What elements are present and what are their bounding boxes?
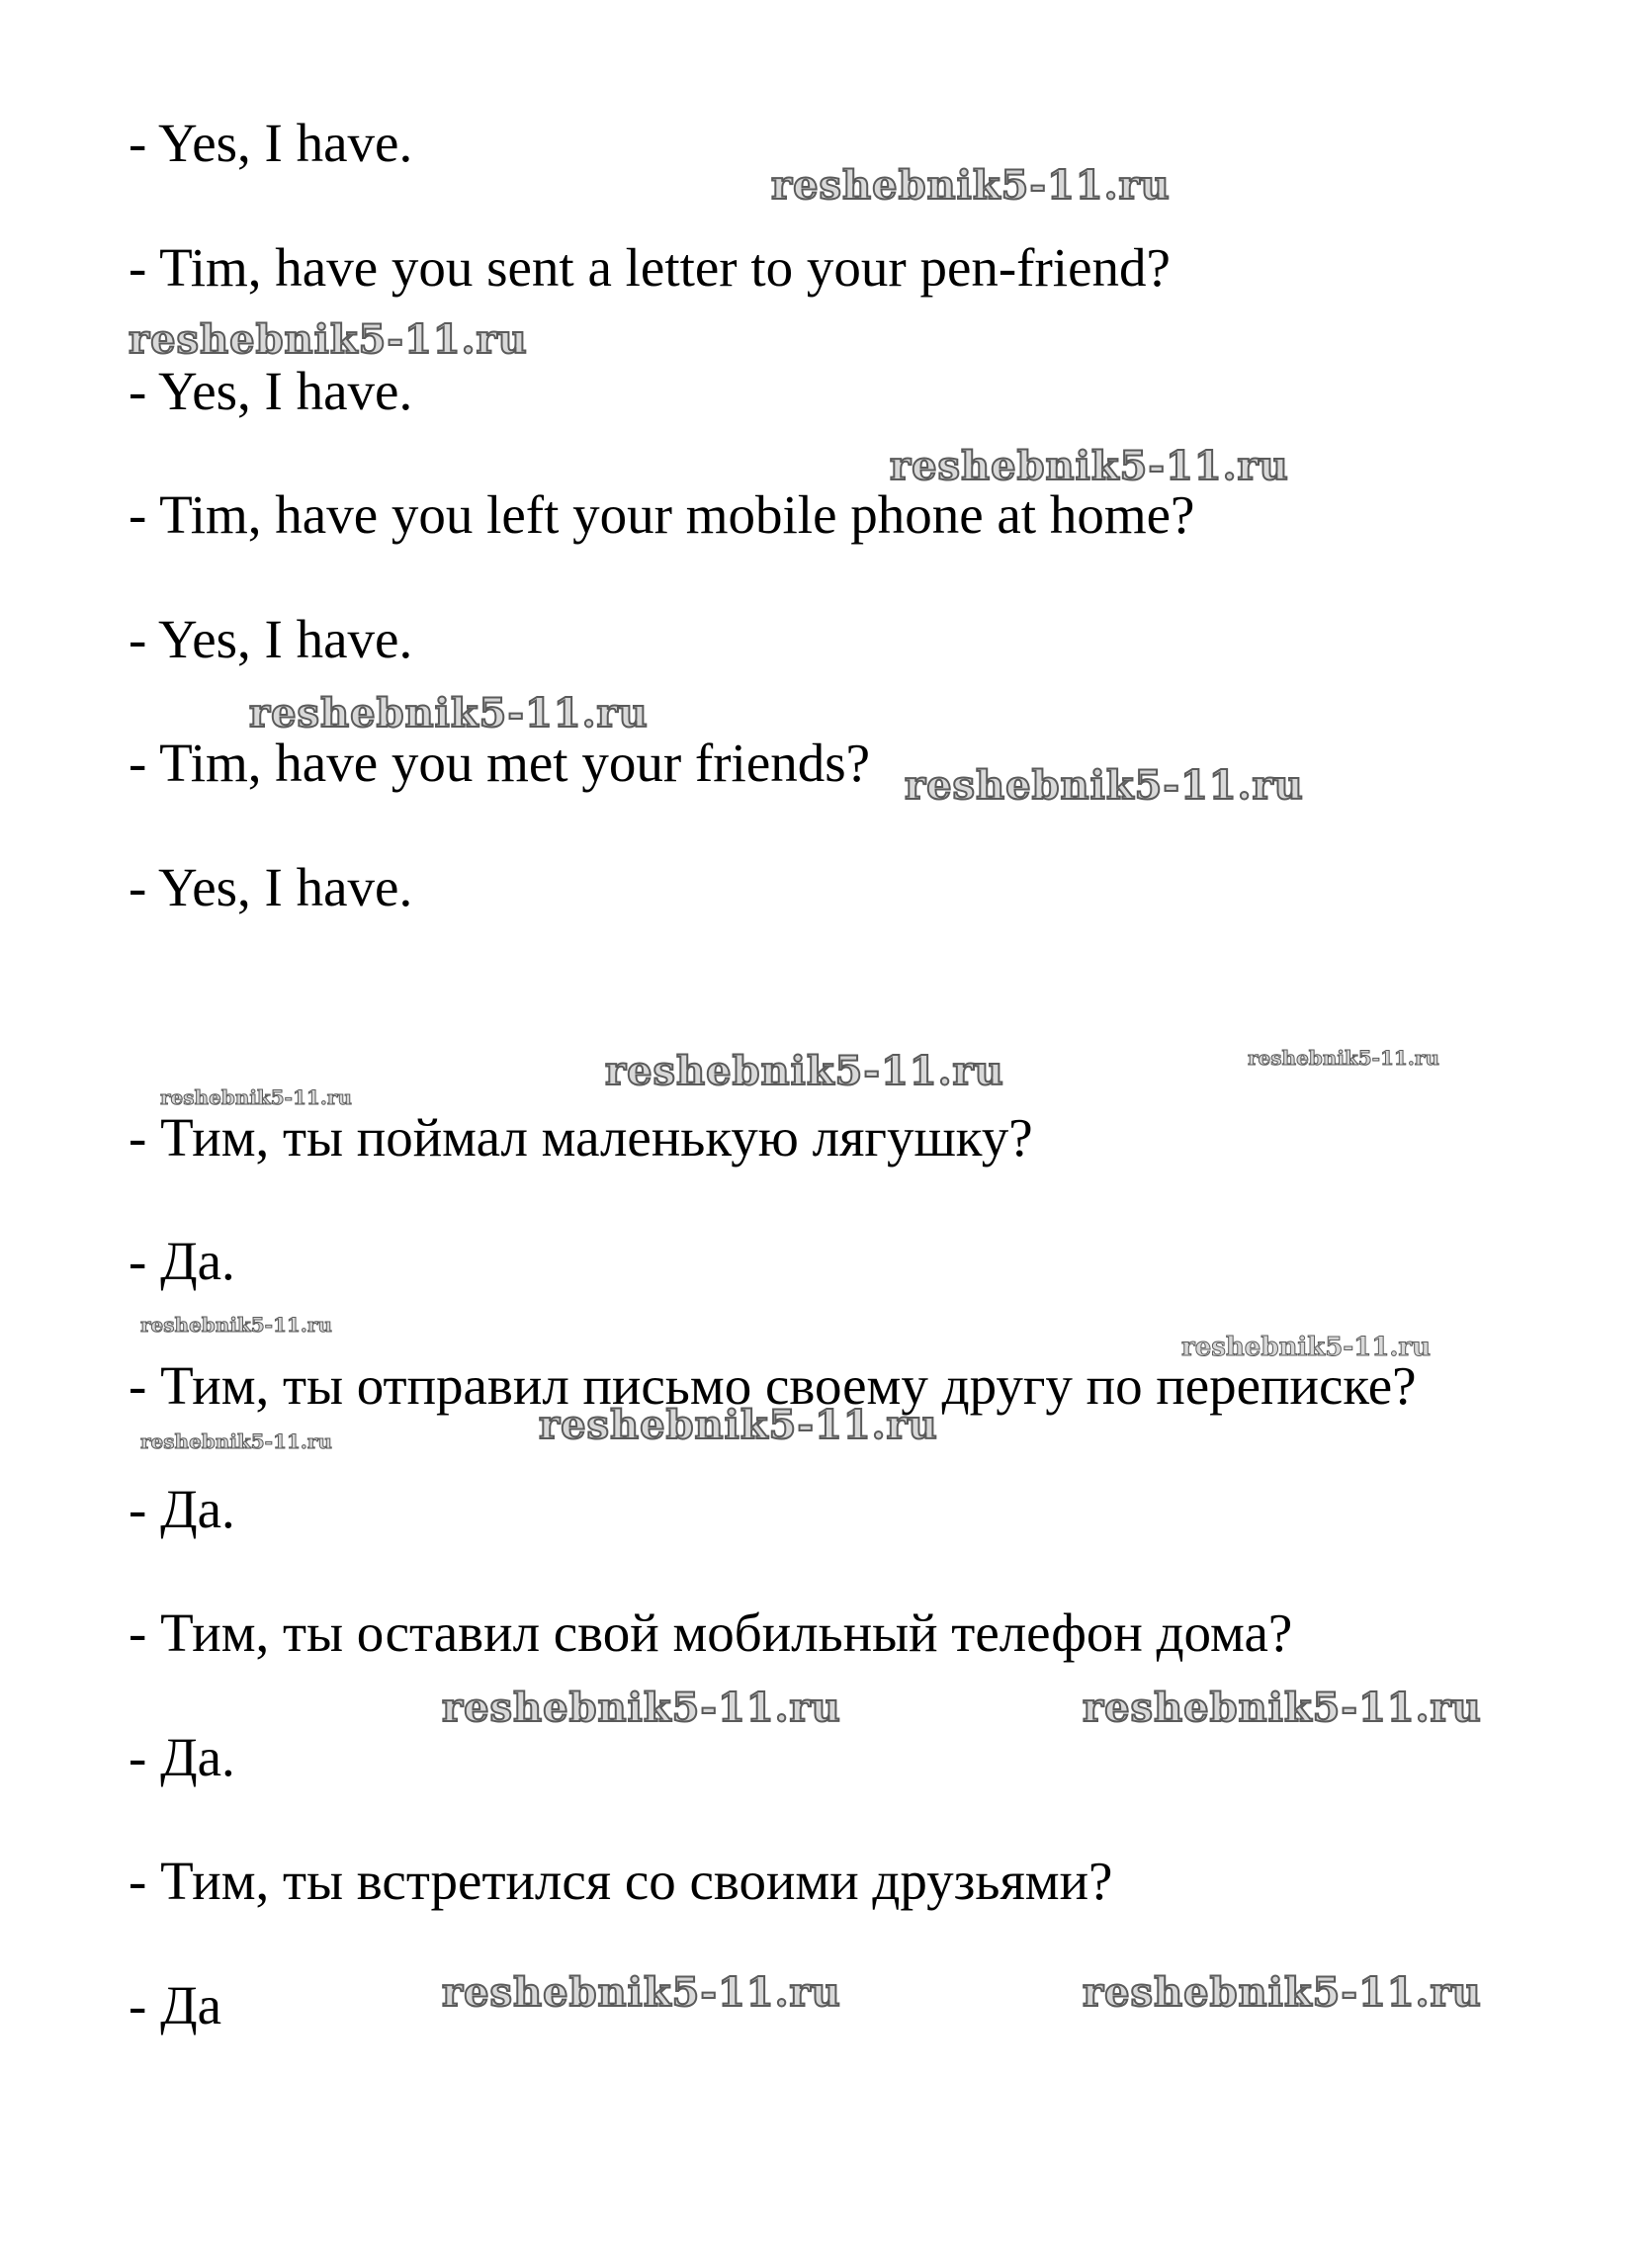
dialogue-line: - Yes, I have. — [129, 113, 413, 173]
watermark-logo: reshebnik5-11.ru — [160, 1085, 352, 1109]
watermark-logo: reshebnik5-11.ru — [771, 162, 1171, 209]
dialogue-line: - Тим, ты встретился со своими друзьями? — [129, 1851, 1113, 1911]
watermark-logo: reshebnik5-11.ru — [249, 690, 649, 736]
watermark-logo: reshebnik5-11.ru — [605, 1048, 1004, 1094]
watermark-logo: reshebnik5-11.ru — [1181, 1333, 1432, 1362]
dialogue-line: - Tim, have you met your friends? — [129, 733, 871, 793]
watermark-logo: reshebnik5-11.ru — [140, 1313, 332, 1337]
watermark-logo: reshebnik5-11.ru — [905, 762, 1304, 809]
dialogue-line: - Тим, ты поймал маленькую лягушку? — [129, 1107, 1033, 1168]
dialogue-line: - Да. — [129, 1231, 235, 1291]
watermark-logo: reshebnik5-11.ru — [442, 1685, 841, 1731]
dialogue-line: - Tim, have you left your mobile phone at home? — [129, 484, 1195, 545]
dialogue-line: - Тим, ты оставил свой мобильный телефон дома? — [129, 1602, 1293, 1663]
watermark-logo: reshebnik5-11.ru — [890, 443, 1289, 489]
watermark-logo: reshebnik5-11.ru — [1248, 1046, 1439, 1070]
dialogue-line: - Tim, have you sent a letter to your pen-friend? — [129, 237, 1171, 298]
watermark-logo: reshebnik5-11.ru — [442, 1969, 841, 2016]
watermark-logo: reshebnik5-11.ru — [1083, 1685, 1482, 1731]
dialogue-line: - Да — [129, 1975, 221, 2035]
dialogue-line: - Да. — [129, 1479, 235, 1539]
dialogue-line: - Yes, I have. — [129, 857, 413, 917]
watermark-logo: reshebnik5-11.ru — [539, 1402, 938, 1448]
dialogue-line: - Yes, I have. — [129, 361, 413, 421]
watermark-logo: reshebnik5-11.ru — [129, 316, 528, 363]
dialogue-line: - Тим, ты отправил письмо своему другу по переписке? — [129, 1355, 1417, 1416]
watermark-logo: reshebnik5-11.ru — [140, 1429, 332, 1453]
dialogue-line: - Yes, I have. — [129, 609, 413, 669]
watermark-logo: reshebnik5-11.ru — [1083, 1969, 1482, 2016]
dialogue-line: - Да. — [129, 1727, 235, 1787]
